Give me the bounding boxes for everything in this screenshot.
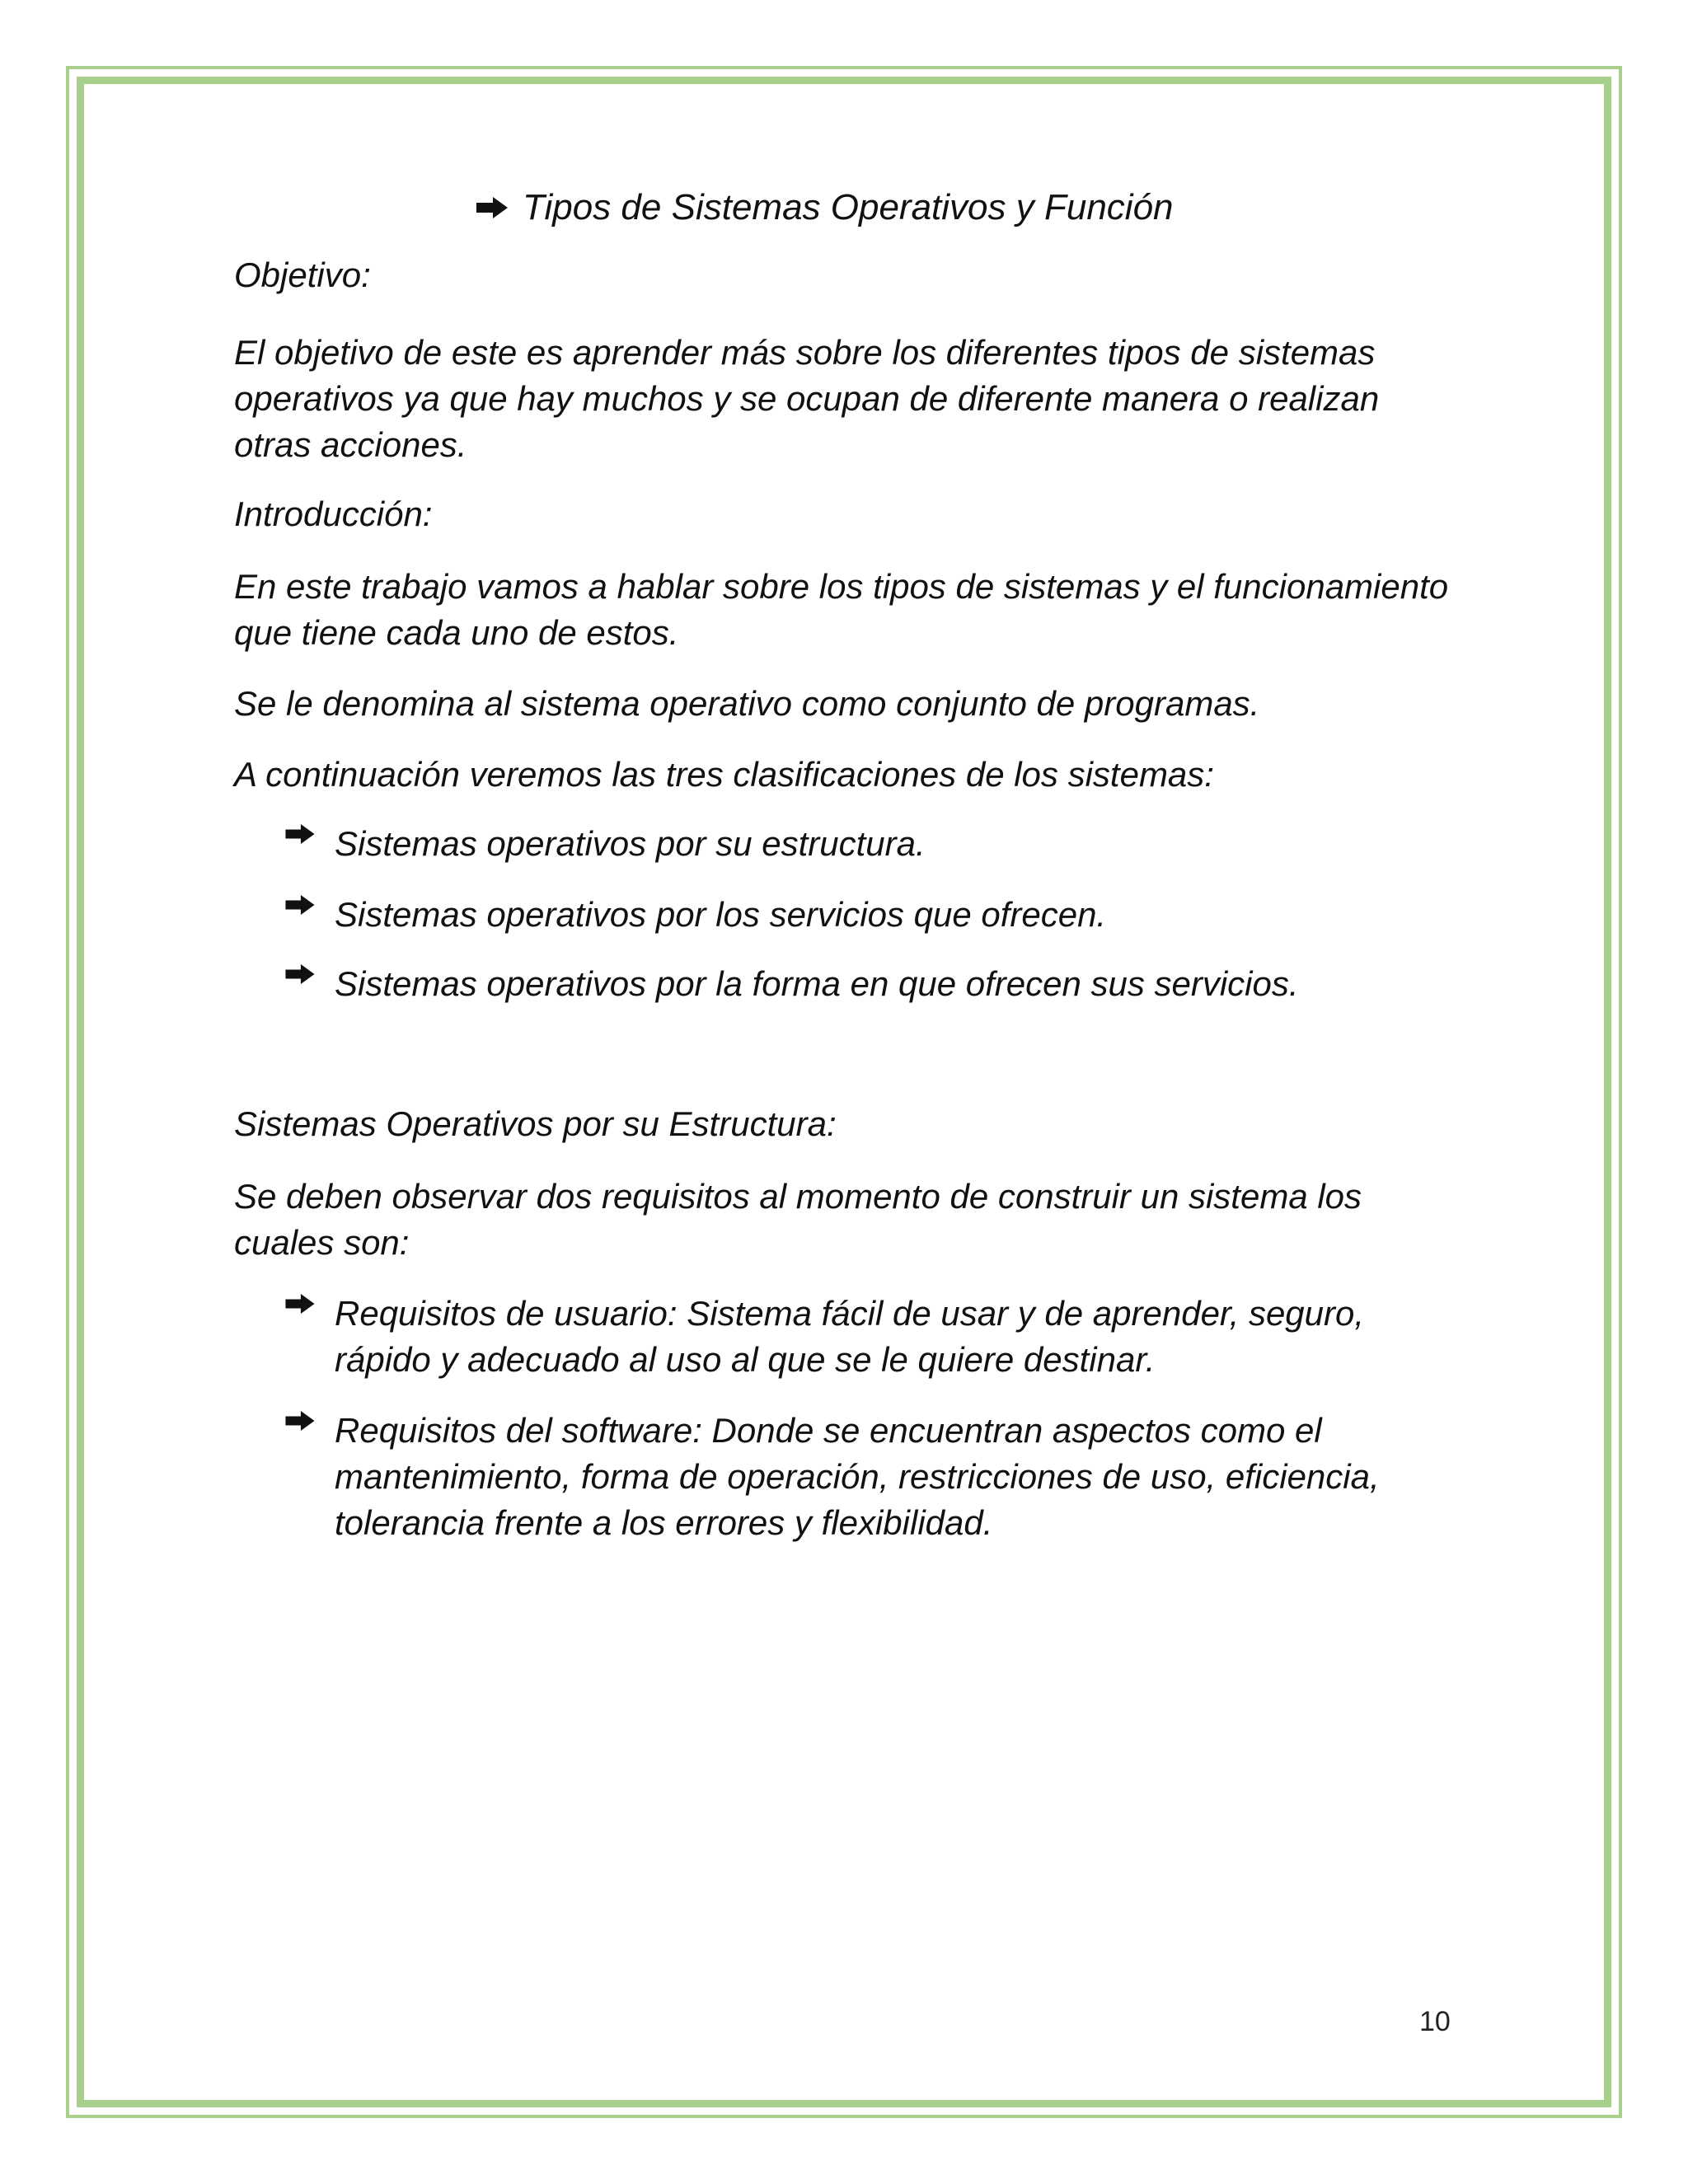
list-item <box>285 892 1456 938</box>
classification-item: Sistemas operativos por los servicios que ofrecen. <box>335 895 1107 934</box>
objective-text: El objetivo de este es aprender más sobre los diferentes tipos de sistemas operativos ya que hay muchos y se ocupan de diferente manera o realizan otras acciones. <box>234 333 1380 464</box>
right-arrow-icon <box>285 895 335 915</box>
intro-line-3: A continuación veremos las tres clasificaciones de los sistemas: <box>234 755 1214 794</box>
right-arrow-icon <box>285 1411 335 1431</box>
structure-text: Se deben observar dos requisitos al momento de construir un sistema los cuales son: <box>234 1177 1362 1262</box>
list-item <box>285 1291 1456 1383</box>
intro-heading: Introducción: <box>234 494 433 533</box>
right-arrow-icon <box>285 964 335 984</box>
structure-heading: Sistemas Operativos por su Estructura: <box>234 1104 837 1143</box>
classification-item: Sistemas operativos por su estructura. <box>335 824 926 863</box>
page-title-row <box>476 183 1174 232</box>
requirement-item: Requisitos de usuario: Sistema fácil de usar y de aprender, seguro, rápido y adecuado al uso al que se le quiere destinar. <box>335 1294 1365 1379</box>
right-arrow-icon <box>285 1294 335 1314</box>
right-arrow-icon <box>285 824 335 844</box>
page-number: 10 <box>1419 2006 1451 2037</box>
classification-item: Sistemas operativos por la forma en que ofrecen sus servicios. <box>335 964 1299 1003</box>
requirement-item: Requisitos del software: Donde se encuentran aspectos como el mantenimiento, forma de operación, restricciones de uso, eficiencia, tolerancia frente a los errores y flexibilidad. <box>335 1411 1380 1542</box>
intro-text: En este trabajo vamos a hablar sobre los tipos de sistemas y el funcionamiento que tiene cada uno de estos. <box>234 567 1449 652</box>
right-arrow-icon <box>476 197 523 218</box>
page-title: Tipos de Sistemas Operativos y Función <box>523 187 1174 227</box>
list-item <box>285 821 1456 867</box>
objective-heading: Objetivo: <box>234 255 371 294</box>
intro-line-2: Se le denomina al sistema operativo como conjunto de programas. <box>234 684 1260 723</box>
list-item <box>285 1408 1456 1546</box>
list-item <box>285 961 1456 1007</box>
